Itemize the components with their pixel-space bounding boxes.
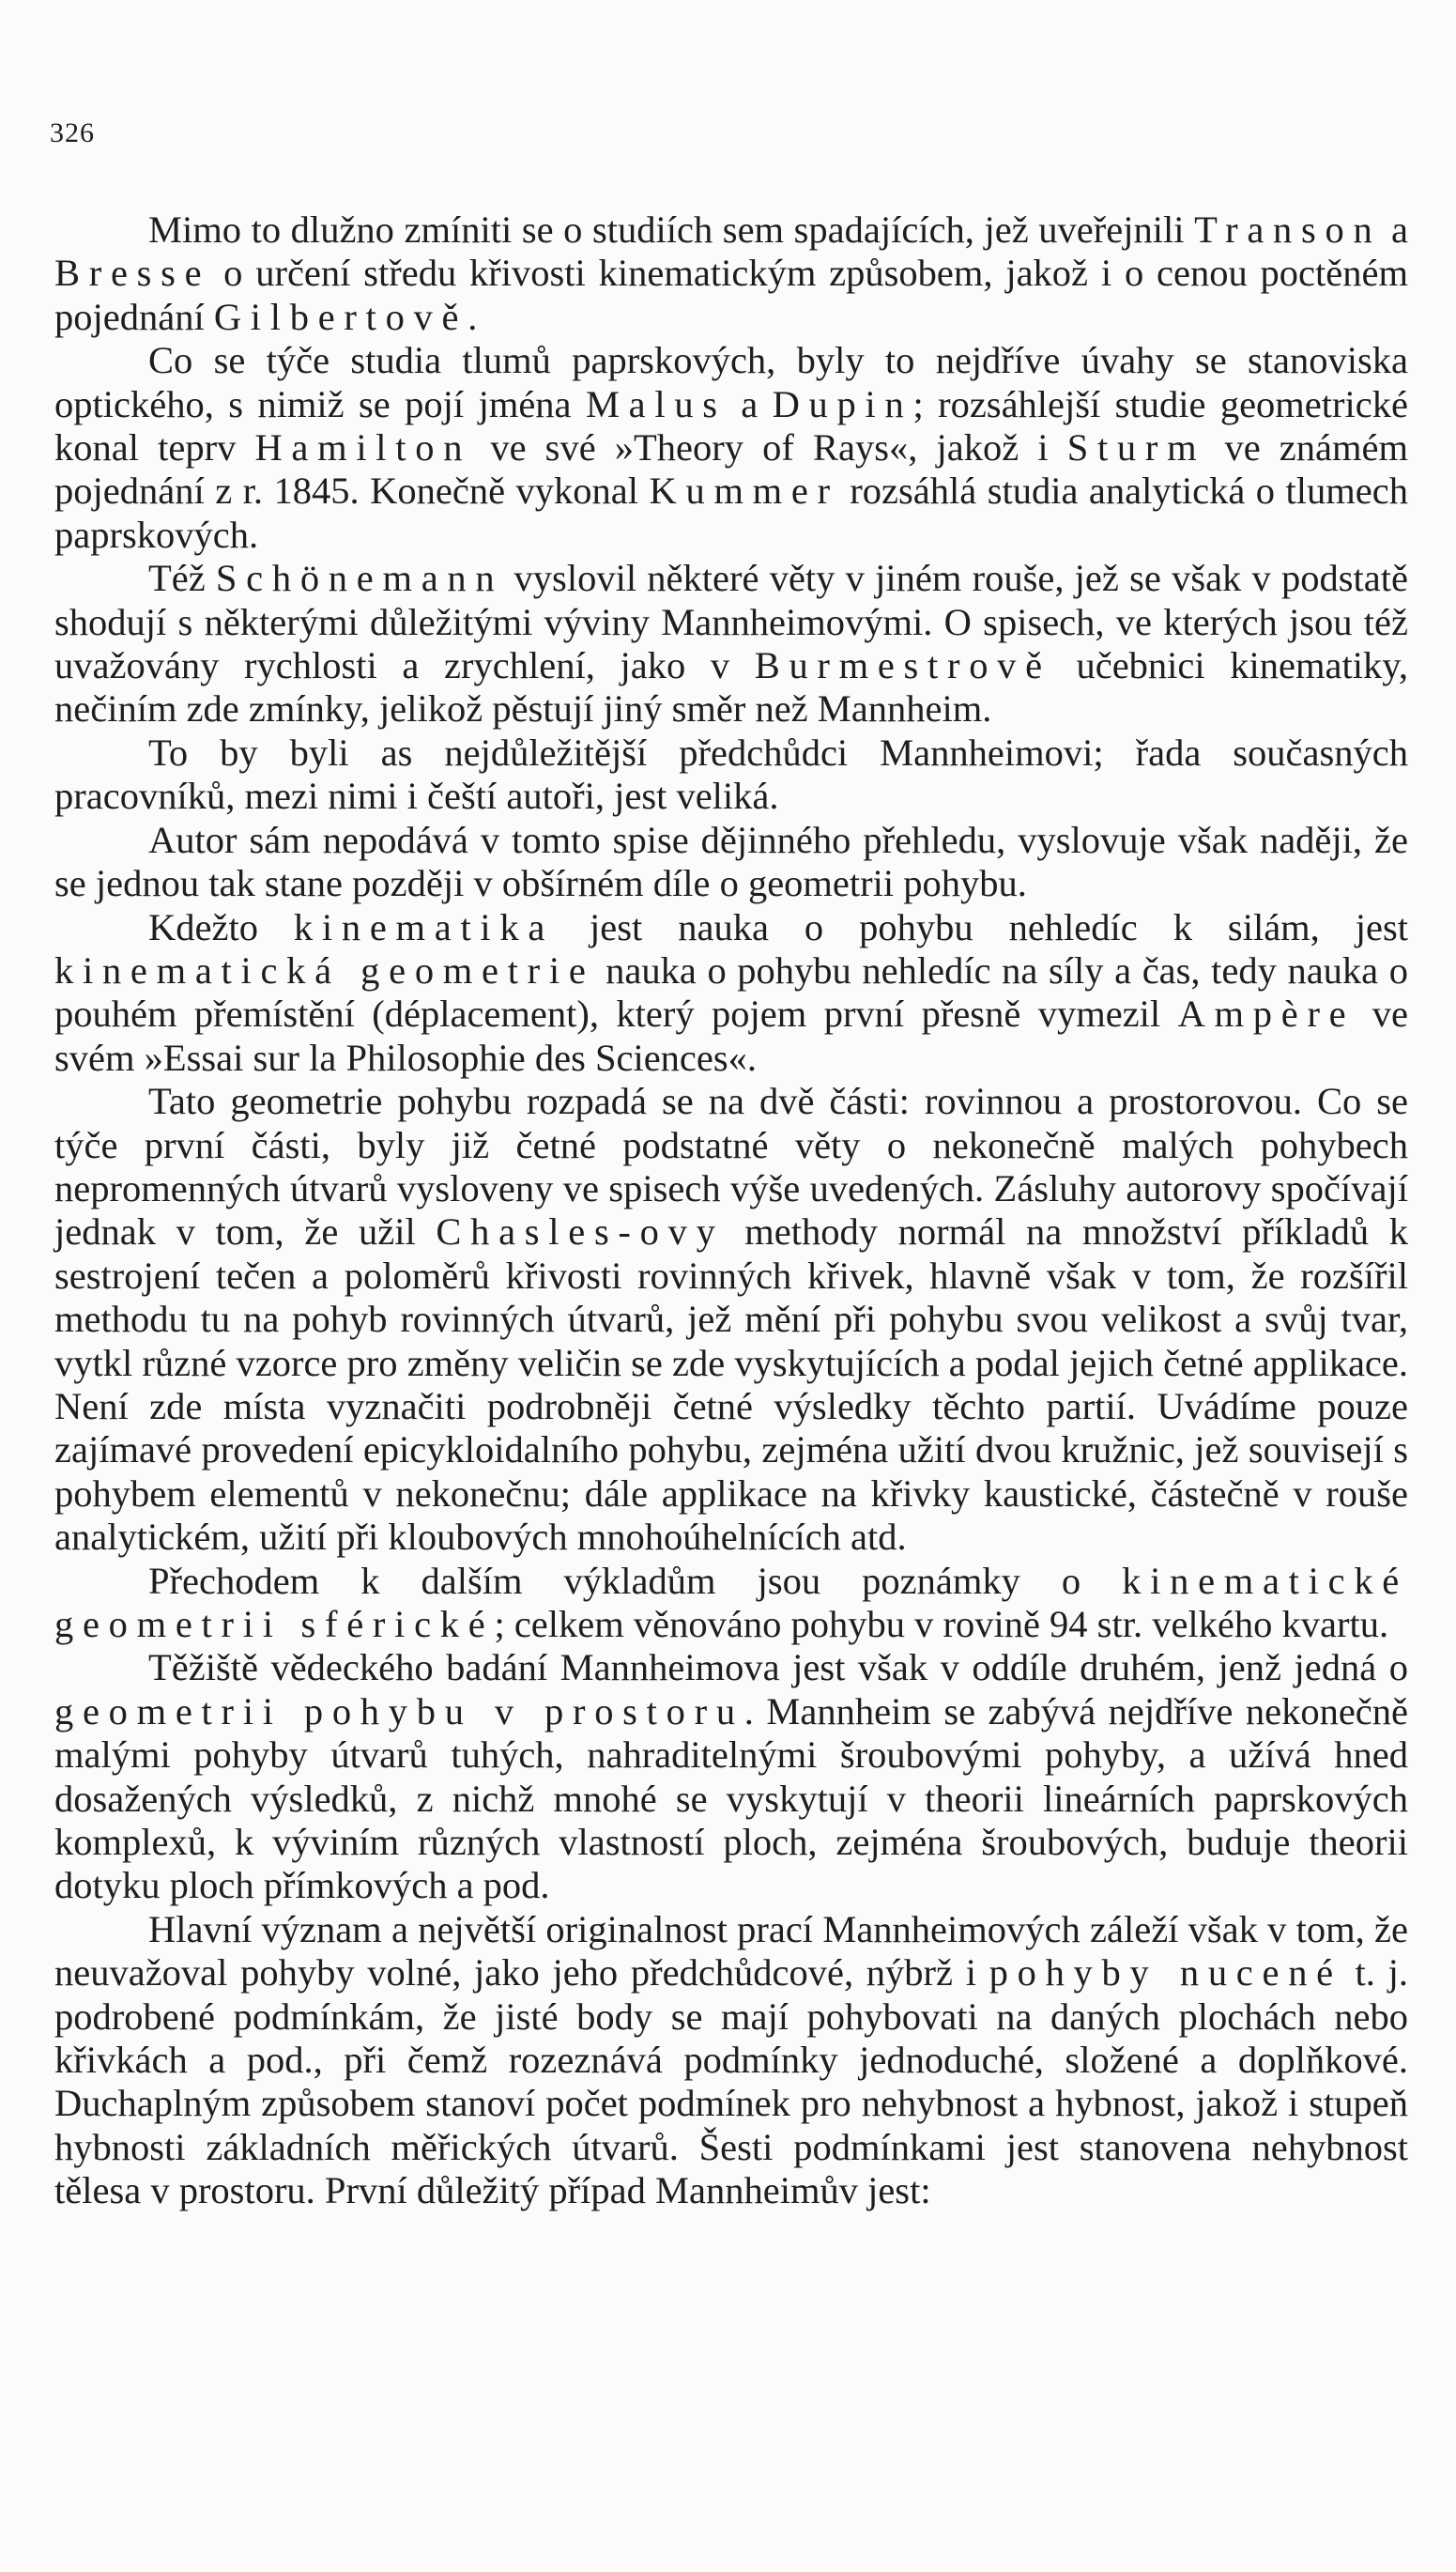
body-text <box>54 208 1408 2213</box>
text-run: Přechodem k dalším výkladům jsou poznámky o <box>148 1559 1123 1602</box>
text-run: ve známém pojednání z r. 1845. Konečně vykonal <box>54 426 1408 513</box>
text-run: a <box>726 382 773 425</box>
text-run: jest nauka o pohybu nehledíc k silám, jest <box>554 905 1409 948</box>
text-run: Hlavní význam a největší originalnost prací Mannheimových záleží však v tom, že neuvažoval pohyby volné, jako jeho předchůdcové, nýbrž i <box>54 1907 1408 1994</box>
emphasized-name: Gilbertově <box>213 295 468 338</box>
text-run: Kdežto <box>148 905 294 948</box>
text-run: ; rozsáhlejší studie geometrické konal teprv <box>54 382 1408 470</box>
page-number: 326 <box>50 117 95 148</box>
emphasized-name: kinematika <box>293 905 555 948</box>
paragraph <box>54 819 1408 906</box>
emphasized-name: Chasles-ovy <box>436 1210 725 1254</box>
emphasized-name: Malus <box>585 382 727 425</box>
text-run: vyslovil některé věty v jiném rouše, jež se však v podstatě shodují s některými důležitými výviny Mannheimovými. O spisech, ve kterých jsou též uvažovány rychlosti a zrychlení, jako v <box>54 557 1408 687</box>
paragraph <box>54 1080 1408 1559</box>
paragraph <box>54 1646 1408 1907</box>
text-run: Těžiště vědeckého badání Mannheimova jest však v oddíle druhém, jenž jedná o <box>148 1646 1408 1689</box>
emphasized-name: Ampère <box>1177 993 1356 1036</box>
text-run: Autor sám nepodává v tomto spise dějinného přehledu, vyslovuje však naději, že se jednou tak stane později v obšírném díle o geometrii pohybu. <box>54 818 1408 905</box>
text-run: ve svém »Essai sur la Philosophie des Sciences«. <box>54 993 1409 1079</box>
emphasized-name: Transon <box>1194 208 1382 251</box>
text-run: ; celkem věnováno pohybu v rovině 94 str. velkého kvartu. <box>494 1603 1389 1645</box>
emphasized-name: kinematické geometrii sférické <box>54 1559 1408 1645</box>
text-run: Co se týče studia tlumů paprskových, byly to nejdříve úvahy se stanoviska optického, s nimiž se pojí jména <box>54 339 1408 425</box>
emphasized-name: Burmestrově <box>754 644 1051 687</box>
emphasized-name: Sturm <box>1066 426 1206 470</box>
text-run: o určení středu křivosti kinematickým způsobem, jakož i o cenou poctěném pojednání <box>54 252 1408 338</box>
text-run: . <box>467 295 478 338</box>
text-run: Tato geometrie pohybu rozpadá se na dvě části: rovinnou a prostorovou. Co se týče první části, byly již četné podstatné věty o nekonečně malých pohybech nepromenných útvarů vysloveny ve spisech výše uvedených. Zásluhy autorovy spočívají jednak v tom, že užil <box>54 1080 1408 1254</box>
emphasized-name: pohyby nucené <box>989 1951 1342 1994</box>
text-run: Též <box>148 557 216 600</box>
text-run: rozsáhlá studia analytická o tlumech paprskových. <box>54 470 1408 556</box>
text-run: ve své »Theory of Rays«, jakož i <box>471 426 1067 470</box>
text-run: methody normál na množství příkladů k sestrojení tečen a poloměrů křivosti rovinných křivek, hlavně však v tom, že rozšířil methodu tu na pohyb rovinných útvarů, jež mění při pohybu svou velikost a svůj tvar, vytkl různé vzorce pro změny veličin se zde vyskytujících a podal jejich četné applikace. Není zde místa vyznačiti podrobněji četné výsledky těchto partií. Uvádíme pouze zajímavé provedení epicykloidalního pohybu, zejména užití dvou kružnic, jež souvisejí s pohybem elementů v nekonečnu; dále applikace na křivky kaustické, částečně v rouše analytickém, užití při kloubových mnohoúhelnících atd. <box>54 1210 1409 1559</box>
paragraph <box>54 1560 1408 1647</box>
text-run: Mimo to dlužno zmíniti se o studiích sem spadajících, jež uveřejnili <box>148 208 1195 251</box>
text-run: To by byli as nejdůležitější předchůdci Mannheimovi; řada současných pracovníků, mezi nimi i čeští autoři, jest veliká. <box>54 731 1408 818</box>
paragraph <box>54 732 1408 819</box>
emphasized-name: geometrii pohybu v prostoru <box>54 1689 744 1733</box>
paragraph <box>54 339 1408 557</box>
emphasized-name: kinematická geometrie <box>54 948 595 992</box>
emphasized-name: Dupin <box>772 382 913 425</box>
emphasized-name: Bresse <box>54 252 211 295</box>
emphasized-name: Schönemann <box>215 557 504 600</box>
text-run: t. j. podrobené podmínkám, že jisté body se mají pohybovati na daných plochách nebo křivkách a pod., při čemž rozeznává podmínky jednoduché, složené a doplňkové. Duchaplným způsobem stanoví počet podmínek pro nehybnost a hybnost, jakož i stupeň hybnosti základních měřických útvarů. Šesti podmínkami jest stanovena nehybnost tělesa v prostoru. První důležitý případ Mannheimův jest: <box>54 1951 1408 2212</box>
text-run: a <box>1381 208 1408 251</box>
paragraph <box>54 906 1408 1081</box>
text-run: nauka o pohybu nehledíc na síly a čas, tedy nauka o pouhém přemístění (déplacement), který pojem první přesně vymezil <box>54 948 1409 1036</box>
emphasized-name: Kummer <box>649 470 839 513</box>
emphasized-name: Hamilton <box>254 426 472 470</box>
text-run: učebnici kinematiky, nečiním zde zmínky, jelikož pěstují jiný směr než Mannheim. <box>54 644 1409 731</box>
paragraph <box>54 208 1408 339</box>
paragraph <box>54 1908 1408 2213</box>
text-run: . Mannheim se zabývá nejdříve nekonečně malými pohyby útvarů tuhých, nahraditelnými šroubovými pohyby, a užívá hned dosažených výsledků, z nichž mnohé se vyskytují v theorii lineárních paprskových komplexů, k výviním různých vlastností ploch, zejména šroubových, buduje theorii dotyku ploch přímkových a pod. <box>54 1689 1409 1907</box>
paragraph <box>54 557 1408 732</box>
